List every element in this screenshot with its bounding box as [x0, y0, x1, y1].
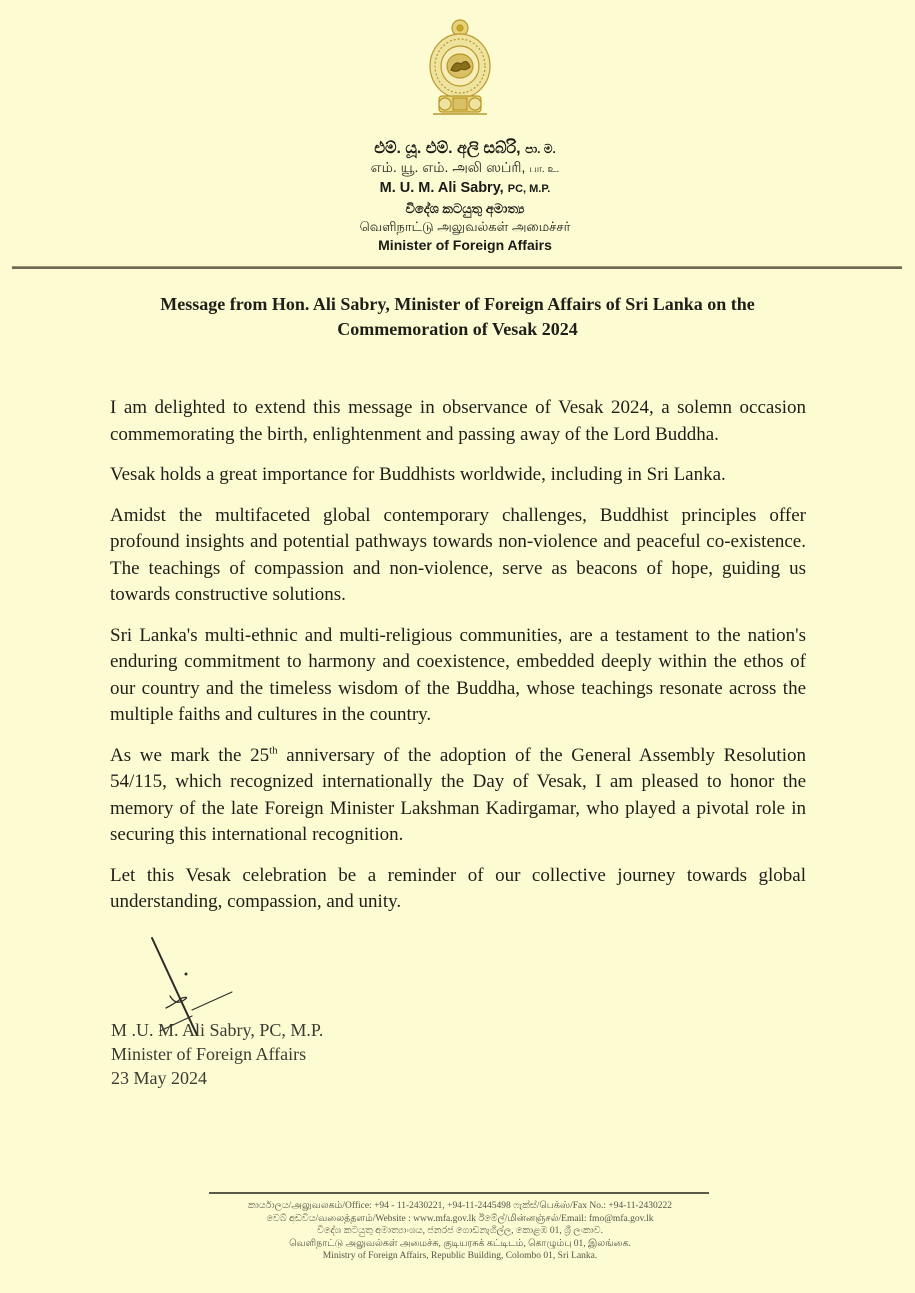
name-english-text: M. U. M. Ali Sabry, — [379, 180, 504, 196]
paragraph-5 — [110, 743, 806, 849]
name-english — [300, 179, 630, 198]
message-body — [110, 395, 806, 930]
header-divider — [12, 266, 902, 269]
footer-address-sinhala: විදේශ කටයුතු අමාත්‍යාංශය, ජනරජ ගොඩනැගිල්ල, කොළඹ 01, ශ්‍රී ලංකාව. — [317, 1226, 603, 1236]
paragraph-6: Let this Vesak celebration be a reminder of our collective journey towards global understanding, compassion, and unity. — [110, 864, 806, 912]
ordinal-superscript: th — [269, 744, 278, 757]
emblem-graphic — [425, 18, 495, 120]
name-sinhala-suffix: පා. ම. — [525, 142, 556, 156]
name-sinhala — [300, 140, 630, 158]
paragraph-5-end: anniversary of the adoption of the General Assembly Resolution 54/115, which recognized internationally the Day of Vesak, I am pleased to honor the memory of the late Foreign Minister Lakshman Kadirgamar, who played a pivotal role in securing this international recognition. — [110, 744, 806, 845]
letterhead — [300, 140, 630, 254]
name-tamil — [300, 158, 630, 179]
document-date: 23 May 2024 — [111, 1068, 207, 1088]
paragraph-3: Amidst the multifaceted global contemporary challenges, Buddhist principles offer profound insights and potential pathways towards non-violence and peaceful co-existence. The teachings of compassion and non-violence, serve as beacons of hope, guiding us towards constructive solutions. — [110, 504, 806, 605]
name-sinhala-text: එම්. යූ. එම්. අලි සබ්රි, — [374, 140, 521, 157]
footer-address-tamil: வெளிநாட்டு அலுவல்கள் அமைச்சு, குடியரசுக் கட்டிடம், கொழும்பு 01, இலங்கை. — [289, 1238, 631, 1249]
signatory-name: M .U. M. Ali Sabry, PC, M.P. — [111, 1020, 324, 1040]
name-english-suffix: PC, M.P. — [507, 183, 551, 195]
title-tamil: வெளிநாட்டு அலுவல்கள் அமைச்சர் — [359, 219, 571, 234]
footer-address-english: Ministry of Foreign Affairs, Republic Building, Colombo 01, Sri Lanka. — [322, 1251, 598, 1261]
footer-phone-fax: කාර්යාලය/அலுவலகம்/Office: +94 - 11-2430221, +94-11-2445498 ෆැක්ස්/பெக்ஸ்/Fax No.: +94-11-2430222 — [248, 1201, 672, 1211]
title-line-2: Commemoration of Vesak 2024 — [337, 319, 578, 339]
title-english: Minister of Foreign Affairs — [378, 237, 552, 253]
sri-lanka-emblem-icon — [425, 18, 495, 120]
paragraph-5-start: As we mark the 25 — [110, 744, 270, 766]
paragraph-1: I am delighted to extend this message in observance of Vesak 2024, a solemn occasion commemorating the birth, enlightenment and passing away of the Lord Buddha. — [110, 397, 806, 445]
title-sinhala: විදේශ කටයුතු අමාත්‍ය — [405, 201, 525, 216]
name-tamil-suffix: பா. உ. — [529, 164, 560, 175]
footer-web-email: වෙබ් අඩවිය/வலைத்தளம்/Website : www.mfa.gov.lk ඊමේල්/மின்னஞ்சல்/Email: fmo@mfa.gov.lk — [266, 1213, 654, 1224]
name-tamil-text: எம். யூ. எம். அலி ஸப்ரி, — [370, 159, 526, 175]
signatory-title: Minister of Foreign Affairs — [111, 1044, 307, 1064]
footer-divider — [209, 1192, 709, 1194]
paragraph-4: Sri Lanka's multi-ethnic and multi-religious communities, are a testament to the nation's enduring commitment to harmony and coexistence, embedded deeply within the ethos of our country and the timeless wisdom of the Buddha, whose teachings resonate across the multiple faiths and cultures in the country. — [110, 624, 806, 725]
paragraph-2: Vesak holds a great importance for Buddhists worldwide, including in Sri Lanka. — [110, 464, 726, 485]
title-line-1: Message from Hon. Ali Sabry, Minister of Foreign Affairs of Sri Lanka on the — [160, 294, 755, 314]
footer-contact — [190, 1200, 730, 1263]
signature-block — [111, 1018, 323, 1090]
document-title — [100, 292, 815, 342]
